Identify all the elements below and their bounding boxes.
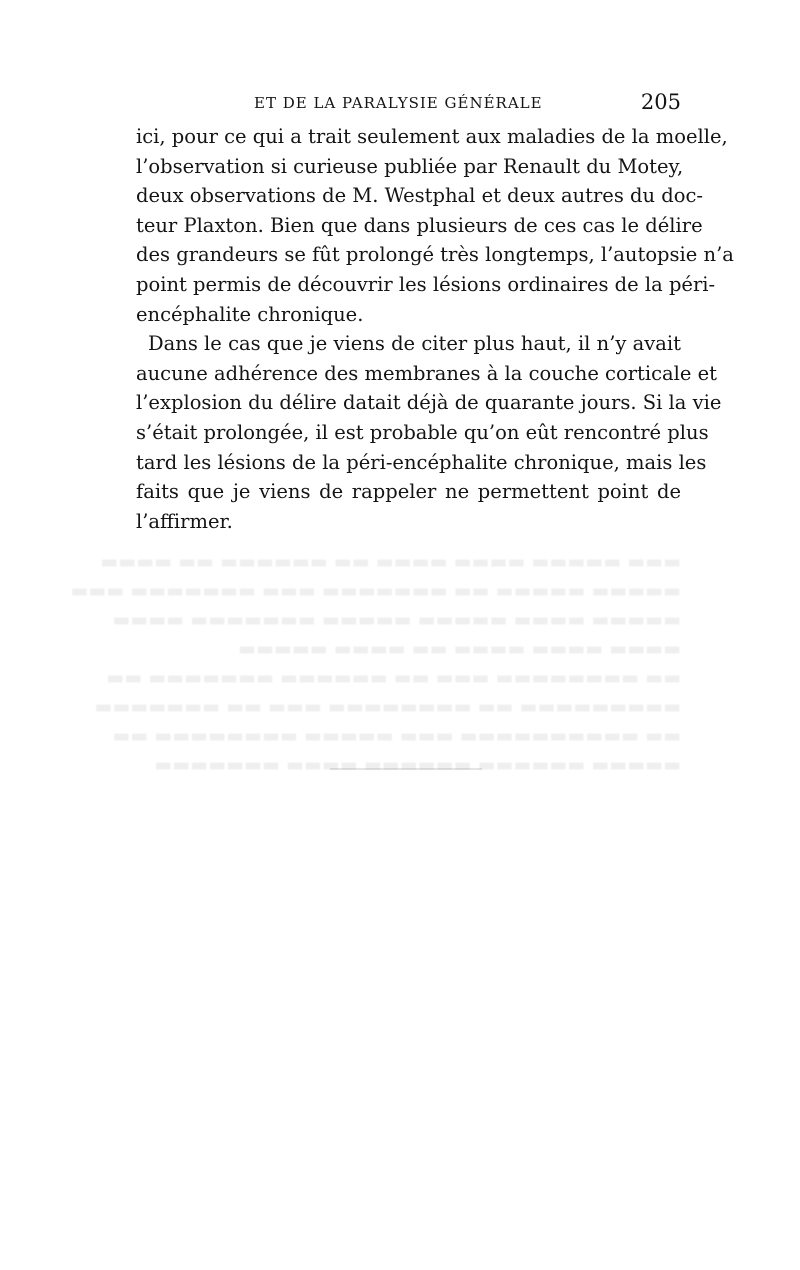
text-line: l’explosion du délire datait déjà de quarante jours. Si la vie	[136, 391, 722, 415]
running-head	[136, 92, 681, 116]
running-title: ET DE LA PARALYSIE GÉNÉRALE	[254, 94, 543, 112]
text-line: l’affirmer.	[136, 509, 233, 533]
text-line: Dans le cas que je viens de citer plus haut, il n’y avait	[148, 332, 681, 356]
text-line: aucune adhérence des membranes à la couche corticale et	[136, 361, 718, 385]
body-text	[136, 122, 734, 536]
text-line: s’était prolongée, il est probable qu’on eût rencontré plus	[136, 420, 709, 444]
text-line: tard les lésions de la péri-encéphalite chronique, mais les	[136, 450, 707, 474]
show-through-texture: ▬▬▬ ▬▬▬▬▬ ▬▬▬▬ ▬▬▬▬ ▬▬ ▬▬▬▬▬▬ ▬▬ ▬▬▬▬ ▬▬▬▬▬ ▬▬▬▬▬ ▬▬ ▬▬▬▬▬▬▬ ▬▬▬ ▬▬▬▬▬▬▬ ▬▬▬ ▬▬▬▬▬ ▬▬▬▬ ▬▬▬▬▬ ▬▬▬▬▬ ▬▬▬▬▬▬▬ ▬▬▬▬ ▬▬▬▬ ▬▬▬▬ ▬▬▬▬ ▬▬ ▬▬▬▬ ▬▬▬▬▬ ▬▬ ▬▬▬▬▬▬▬▬ ▬▬▬ ▬▬ ▬▬▬▬▬▬ ▬▬▬▬▬▬▬ ▬▬ ▬▬▬▬▬▬▬▬▬ ▬▬ ▬▬▬▬▬▬▬▬ ▬▬▬ ▬▬ ▬▬▬▬▬▬▬ ▬▬ ▬▬▬▬▬▬▬▬▬▬ ▬▬▬ ▬▬▬▬▬ ▬▬▬▬▬▬▬▬ ▬▬ ▬▬▬▬▬ ▬▬▬▬▬▬ ▬▬▬▬▬▬ ▬▬▬▬ ▬▬▬▬▬▬▬	[70, 551, 681, 776]
text-line: ici, pour ce qui a trait seulement aux maladies de la moelle,	[136, 125, 728, 148]
text-line: encéphalite chronique.	[136, 302, 364, 326]
text-line: point permis de découvrir les lésions ordinaires de la péri-	[136, 272, 716, 296]
text-line: faits que je viens de rappeler ne permettent point de	[136, 480, 681, 504]
text-line: des grandeurs se fût prolongé très longtemps, l’autopsie n’a	[136, 243, 734, 267]
text-line: l’observation si curieuse publiée par Renault du Motey,	[136, 154, 684, 178]
text-line: deux observations de M. Westphal et deux autres du doc-	[136, 184, 704, 208]
text-line: teur Plaxton. Bien que dans plusieurs de ces cas le délire	[136, 213, 703, 237]
page-number: 205	[640, 90, 681, 114]
show-through-rule	[330, 768, 482, 770]
